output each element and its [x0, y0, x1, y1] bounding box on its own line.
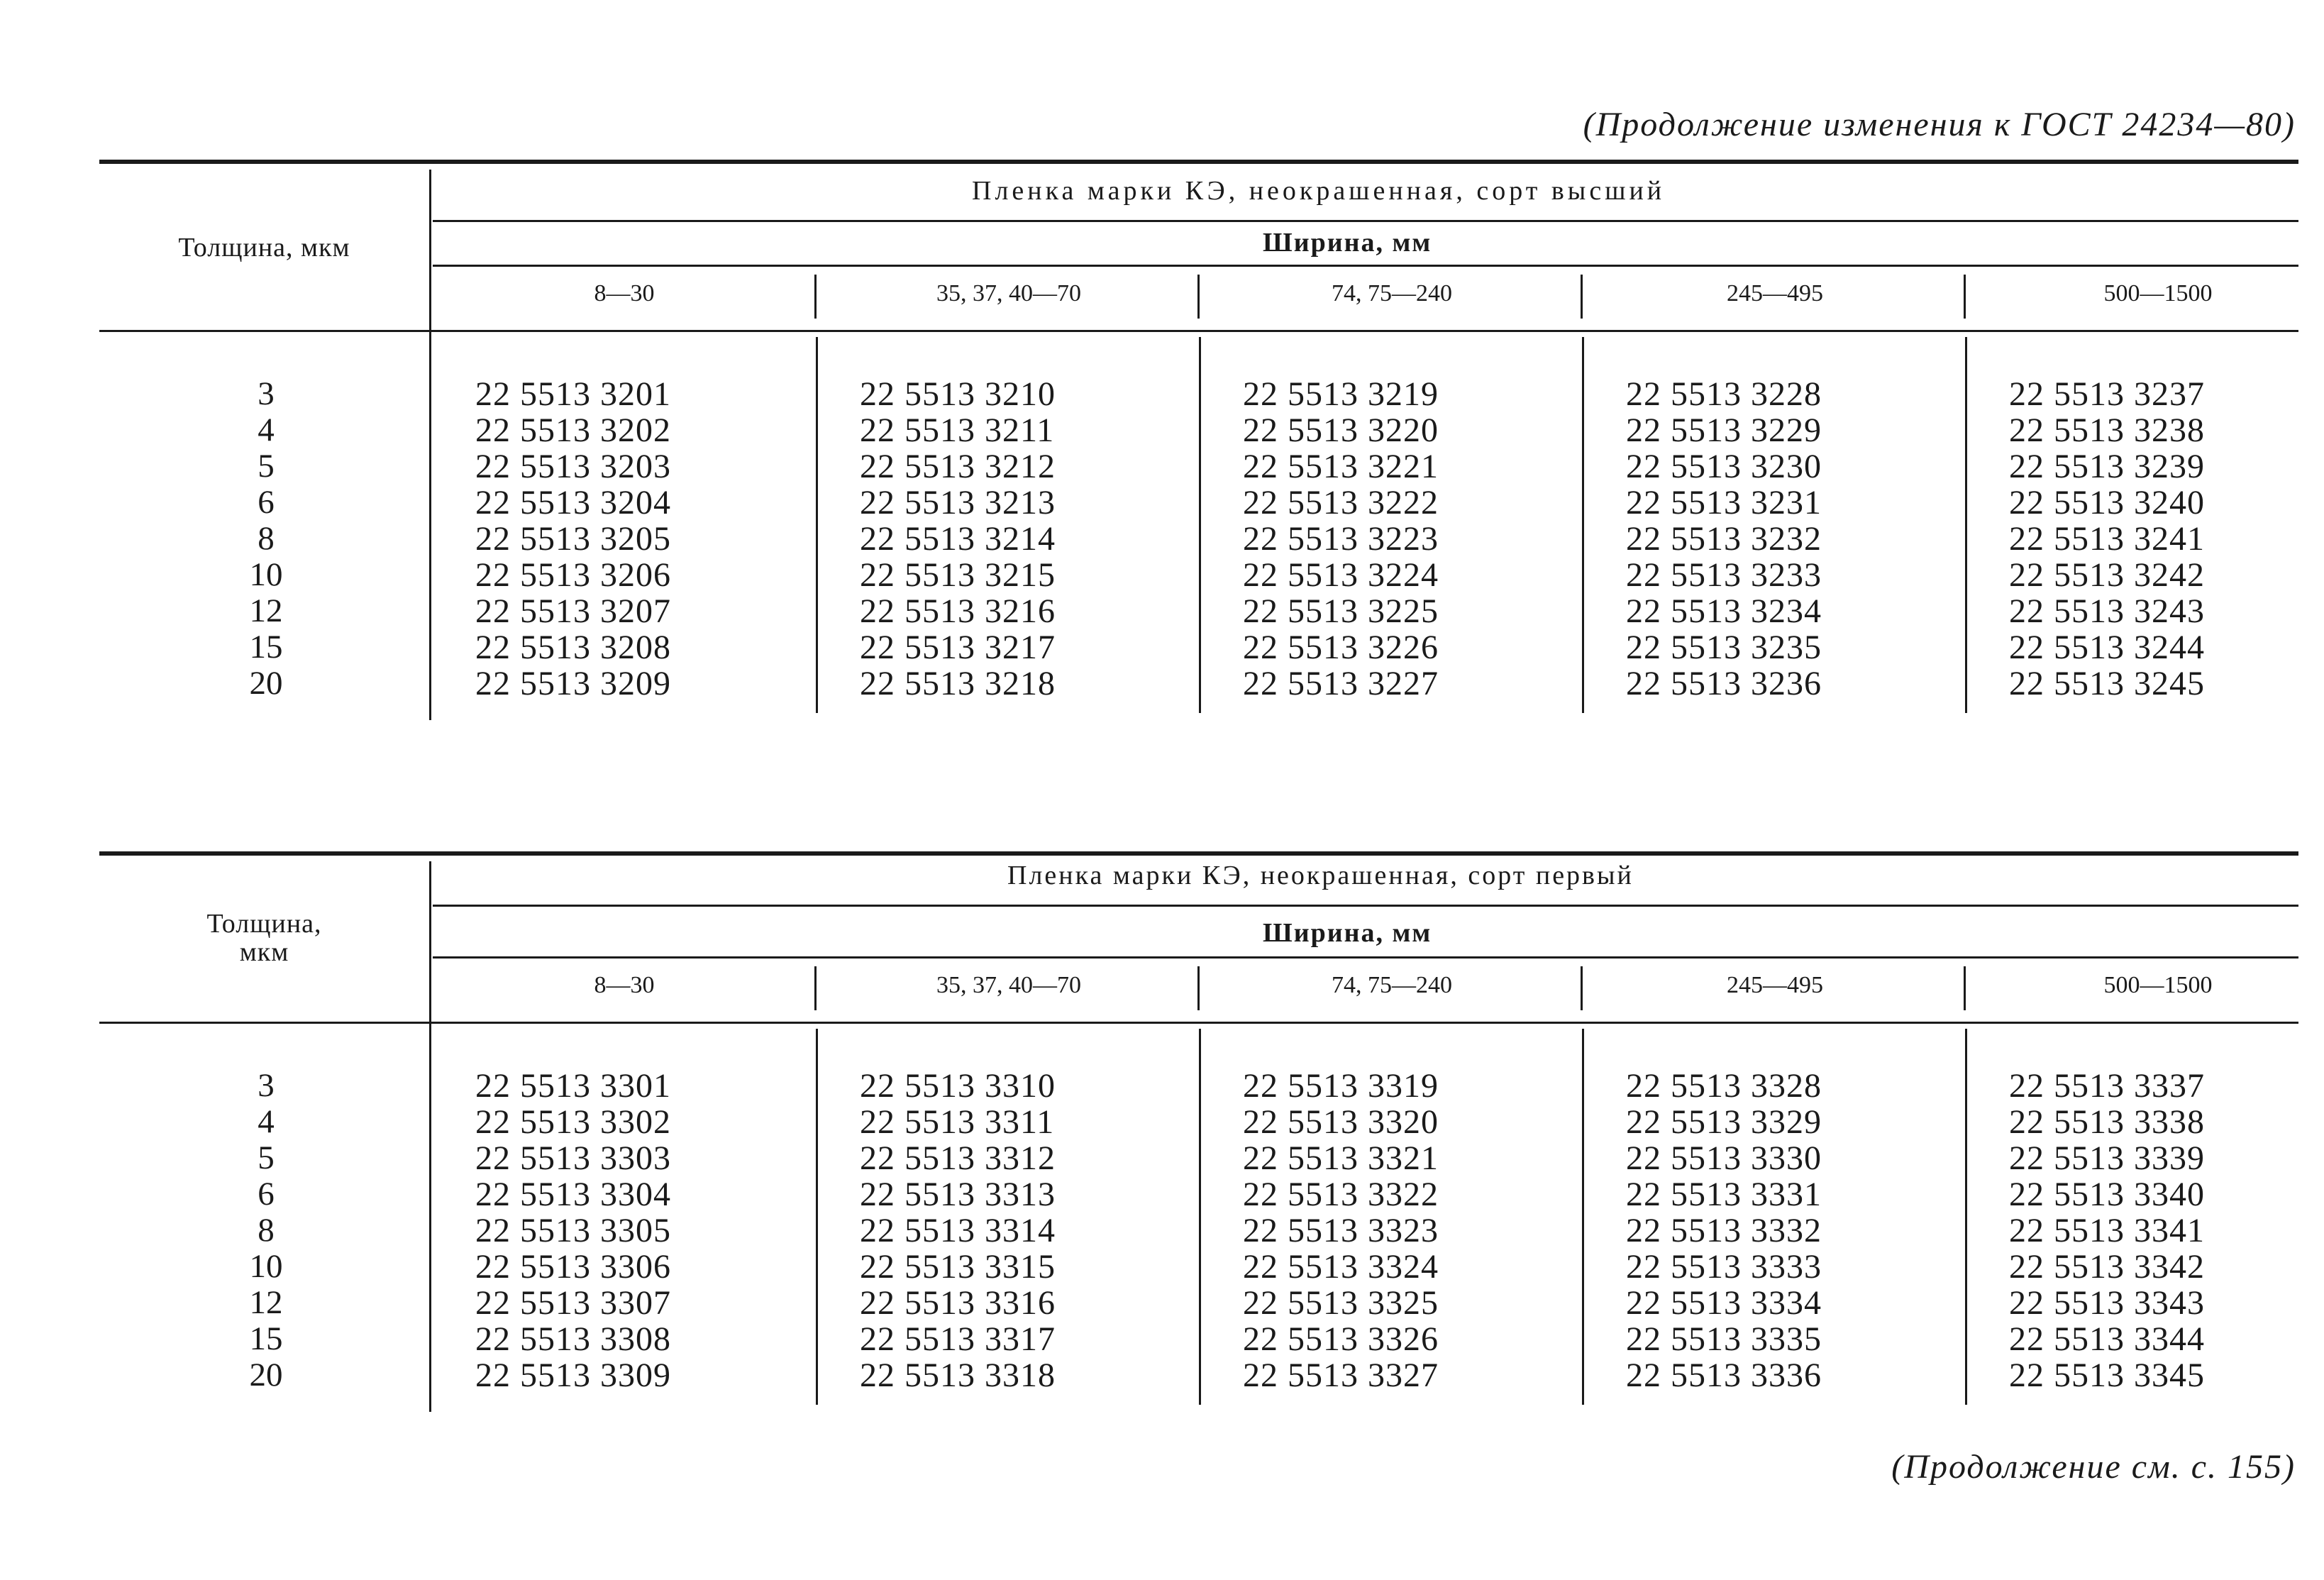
product-code: 22 5513 3220: [1243, 411, 1439, 449]
product-code: 22 5513 3214: [860, 520, 1056, 558]
code-column: [860, 1068, 1056, 1393]
product-code: 22 5513 3309: [475, 1357, 671, 1394]
product-code: 22 5513 3238: [2009, 411, 2205, 449]
product-code: 22 5513 3332: [1626, 1212, 1822, 1249]
code-column: [860, 376, 1056, 702]
product-code: 22 5513 3204: [475, 484, 671, 521]
product-code: 22 5513 3314: [860, 1212, 1056, 1249]
product-code: 22 5513 3232: [1626, 520, 1822, 558]
product-code: 22 5513 3327: [1243, 1357, 1439, 1394]
thickness-value: 20: [249, 665, 283, 702]
product-code: 22 5513 3203: [475, 448, 671, 485]
product-code: 22 5513 3316: [860, 1284, 1056, 1322]
product-code: 22 5513 3229: [1626, 411, 1822, 449]
body-stub-divider: [429, 337, 431, 720]
product-code: 22 5513 3240: [2009, 484, 2205, 521]
body-stub-divider: [429, 1029, 431, 1412]
table-top-rule: [99, 851, 2298, 856]
header-column-divider: [814, 275, 817, 319]
width-label: Ширина, мм: [1263, 228, 1432, 258]
column-header: 500—1500: [2103, 280, 2213, 306]
table-title: Пленка марки КЭ, неокрашенная, сорт высший: [972, 176, 1666, 206]
thickness-value: 5: [258, 1139, 275, 1176]
product-code: 22 5513 3209: [475, 665, 671, 702]
body-column-divider: [1582, 1029, 1584, 1405]
product-code: 22 5513 3241: [2009, 520, 2205, 558]
product-code: 22 5513 3227: [1243, 665, 1439, 702]
product-code: 22 5513 3313: [860, 1176, 1056, 1213]
thickness-value: 8: [258, 1212, 275, 1249]
product-code: 22 5513 3233: [1626, 556, 1822, 594]
product-code: 22 5513 3337: [2009, 1067, 2205, 1105]
product-code: 22 5513 3326: [1243, 1320, 1439, 1358]
body-column-divider: [1199, 337, 1201, 713]
product-code: 22 5513 3312: [860, 1139, 1056, 1177]
thickness-value: 6: [258, 1176, 275, 1212]
product-code: 22 5513 3243: [2009, 592, 2205, 630]
product-code: 22 5513 3228: [1626, 375, 1822, 413]
product-code: 22 5513 3322: [1243, 1176, 1439, 1213]
product-code: 22 5513 3342: [2009, 1248, 2205, 1286]
product-code: 22 5513 3330: [1626, 1139, 1822, 1177]
code-column: [1243, 1068, 1439, 1393]
product-code: 22 5513 3304: [475, 1176, 671, 1213]
column-header: 74, 75—240: [1332, 972, 1452, 998]
thickness-value: 4: [258, 411, 275, 448]
product-code: 22 5513 3219: [1243, 375, 1439, 413]
header-column-divider: [814, 966, 817, 1010]
thickness-value: 10: [249, 556, 283, 593]
thickness-column: [195, 376, 337, 702]
thickness-value: 20: [249, 1357, 283, 1393]
header-column-divider: [1964, 966, 1966, 1010]
product-code: 22 5513 3324: [1243, 1248, 1439, 1286]
thickness-value: 3: [258, 375, 275, 412]
product-code: 22 5513 3306: [475, 1248, 671, 1286]
code-column: [1626, 376, 1822, 702]
product-code: 22 5513 3230: [1626, 448, 1822, 485]
thickness-value: 10: [249, 1248, 283, 1285]
product-code: 22 5513 3224: [1243, 556, 1439, 594]
thickness-value: 8: [258, 520, 275, 557]
header-column-divider: [1581, 966, 1583, 1010]
product-code: 22 5513 3225: [1243, 592, 1439, 630]
product-code: 22 5513 3339: [2009, 1139, 2205, 1177]
product-code: 22 5513 3244: [2009, 629, 2205, 666]
product-code: 22 5513 3236: [1626, 665, 1822, 702]
column-header: 245—495: [1727, 972, 1823, 998]
product-code: 22 5513 3318: [860, 1357, 1056, 1394]
width-label: Ширина, мм: [1263, 918, 1432, 948]
product-code: 22 5513 3343: [2009, 1284, 2205, 1322]
thickness-value: 15: [249, 629, 283, 665]
product-code: 22 5513 3218: [860, 665, 1056, 702]
code-column: [475, 1068, 671, 1393]
product-code: 22 5513 3308: [475, 1320, 671, 1358]
product-code: 22 5513 3329: [1626, 1103, 1822, 1141]
body-column-divider: [816, 1029, 818, 1405]
product-code: 22 5513 3334: [1626, 1284, 1822, 1322]
code-column: [1626, 1068, 1822, 1393]
table-top-rule: [99, 160, 2298, 164]
thickness-value: 12: [249, 592, 283, 629]
product-code: 22 5513 3333: [1626, 1248, 1822, 1286]
header-bottom-rule: [99, 1022, 2298, 1024]
thickness-value: 12: [249, 1284, 283, 1321]
body-column-divider: [816, 337, 818, 713]
product-code: 22 5513 3215: [860, 556, 1056, 594]
product-code: 22 5513 3242: [2009, 556, 2205, 594]
code-table-first-grade: [99, 851, 2298, 1412]
product-code: 22 5513 3345: [2009, 1357, 2205, 1394]
width-rule: [433, 265, 2298, 267]
product-code: 22 5513 3328: [1626, 1067, 1822, 1105]
product-code: 22 5513 3237: [2009, 375, 2205, 413]
code-column: [475, 376, 671, 702]
product-code: 22 5513 3344: [2009, 1320, 2205, 1358]
product-code: 22 5513 3212: [860, 448, 1056, 485]
product-code: 22 5513 3202: [475, 411, 671, 449]
product-code: 22 5513 3317: [860, 1320, 1056, 1358]
column-header: 35, 37, 40—70: [936, 280, 1081, 306]
product-code: 22 5513 3302: [475, 1103, 671, 1141]
thickness-value: 15: [249, 1320, 283, 1357]
product-code: 22 5513 3245: [2009, 665, 2205, 702]
product-code: 22 5513 3340: [2009, 1176, 2205, 1213]
product-code: 22 5513 3216: [860, 592, 1056, 630]
thickness-value: 3: [258, 1067, 275, 1104]
product-code: 22 5513 3307: [475, 1284, 671, 1322]
thickness-column: [195, 1068, 337, 1393]
product-code: 22 5513 3239: [2009, 448, 2205, 485]
column-header: 500—1500: [2103, 972, 2213, 998]
column-header: 8—30: [594, 972, 655, 998]
body-column-divider: [1582, 337, 1584, 713]
product-code: 22 5513 3305: [475, 1212, 671, 1249]
product-code: 22 5513 3210: [860, 375, 1056, 413]
product-code: 22 5513 3301: [475, 1067, 671, 1105]
body-column-divider: [1199, 1029, 1201, 1405]
column-header: 74, 75—240: [1332, 280, 1452, 306]
title-rule: [433, 220, 2298, 222]
product-code: 22 5513 3320: [1243, 1103, 1439, 1141]
code-column: [2009, 376, 2205, 702]
product-code: 22 5513 3303: [475, 1139, 671, 1177]
body-column-divider: [1965, 1029, 1967, 1405]
header-bottom-rule: [99, 330, 2298, 332]
body-column-divider: [1965, 337, 1967, 713]
product-code: 22 5513 3206: [475, 556, 671, 594]
product-code: 22 5513 3217: [860, 629, 1056, 666]
product-code: 22 5513 3315: [860, 1248, 1056, 1286]
product-code: 22 5513 3325: [1243, 1284, 1439, 1322]
product-code: 22 5513 3231: [1626, 484, 1822, 521]
product-code: 22 5513 3335: [1626, 1320, 1822, 1358]
product-code: 22 5513 3341: [2009, 1212, 2205, 1249]
product-code: 22 5513 3223: [1243, 520, 1439, 558]
header-column-divider: [1581, 275, 1583, 319]
product-code: 22 5513 3201: [475, 375, 671, 413]
code-column: [2009, 1068, 2205, 1393]
width-rule: [433, 956, 2298, 959]
product-code: 22 5513 3222: [1243, 484, 1439, 521]
product-code: 22 5513 3310: [860, 1067, 1056, 1105]
product-code: 22 5513 3321: [1243, 1139, 1439, 1177]
product-code: 22 5513 3221: [1243, 448, 1439, 485]
product-code: 22 5513 3235: [1626, 629, 1822, 666]
thickness-value: 6: [258, 484, 275, 521]
column-header: 245—495: [1727, 280, 1823, 306]
column-header: 35, 37, 40—70: [936, 972, 1081, 998]
stub-header: Толщина, мкм: [178, 233, 350, 263]
product-code: 22 5513 3311: [860, 1103, 1055, 1141]
product-code: 22 5513 3323: [1243, 1212, 1439, 1249]
product-code: 22 5513 3226: [1243, 629, 1439, 666]
code-table-premium: [99, 160, 2298, 720]
product-code: 22 5513 3211: [860, 411, 1055, 449]
header-column-divider: [1197, 966, 1200, 1010]
product-code: 22 5513 3336: [1626, 1357, 1822, 1394]
table-title: Пленка марки КЭ, неокрашенная, сорт первый: [1007, 861, 1634, 890]
thickness-value: 5: [258, 448, 275, 485]
title-rule: [433, 905, 2298, 907]
footer-note: (Продолжение см. с. 155): [1891, 1448, 2296, 1486]
product-code: 22 5513 3338: [2009, 1103, 2205, 1141]
product-code: 22 5513 3207: [475, 592, 671, 630]
product-code: 22 5513 3319: [1243, 1067, 1439, 1105]
header-note: (Продолжение изменения к ГОСТ 24234—80): [1583, 106, 2296, 143]
header-column-divider: [1197, 275, 1200, 319]
column-header: 8—30: [594, 280, 655, 306]
product-code: 22 5513 3234: [1626, 592, 1822, 630]
header-column-divider: [1964, 275, 1966, 319]
stub-header: Толщина, мкм: [206, 909, 322, 967]
product-code: 22 5513 3213: [860, 484, 1056, 521]
product-code: 22 5513 3331: [1626, 1176, 1822, 1213]
code-column: [1243, 376, 1439, 702]
product-code: 22 5513 3205: [475, 520, 671, 558]
product-code: 22 5513 3208: [475, 629, 671, 666]
thickness-value: 4: [258, 1103, 275, 1140]
